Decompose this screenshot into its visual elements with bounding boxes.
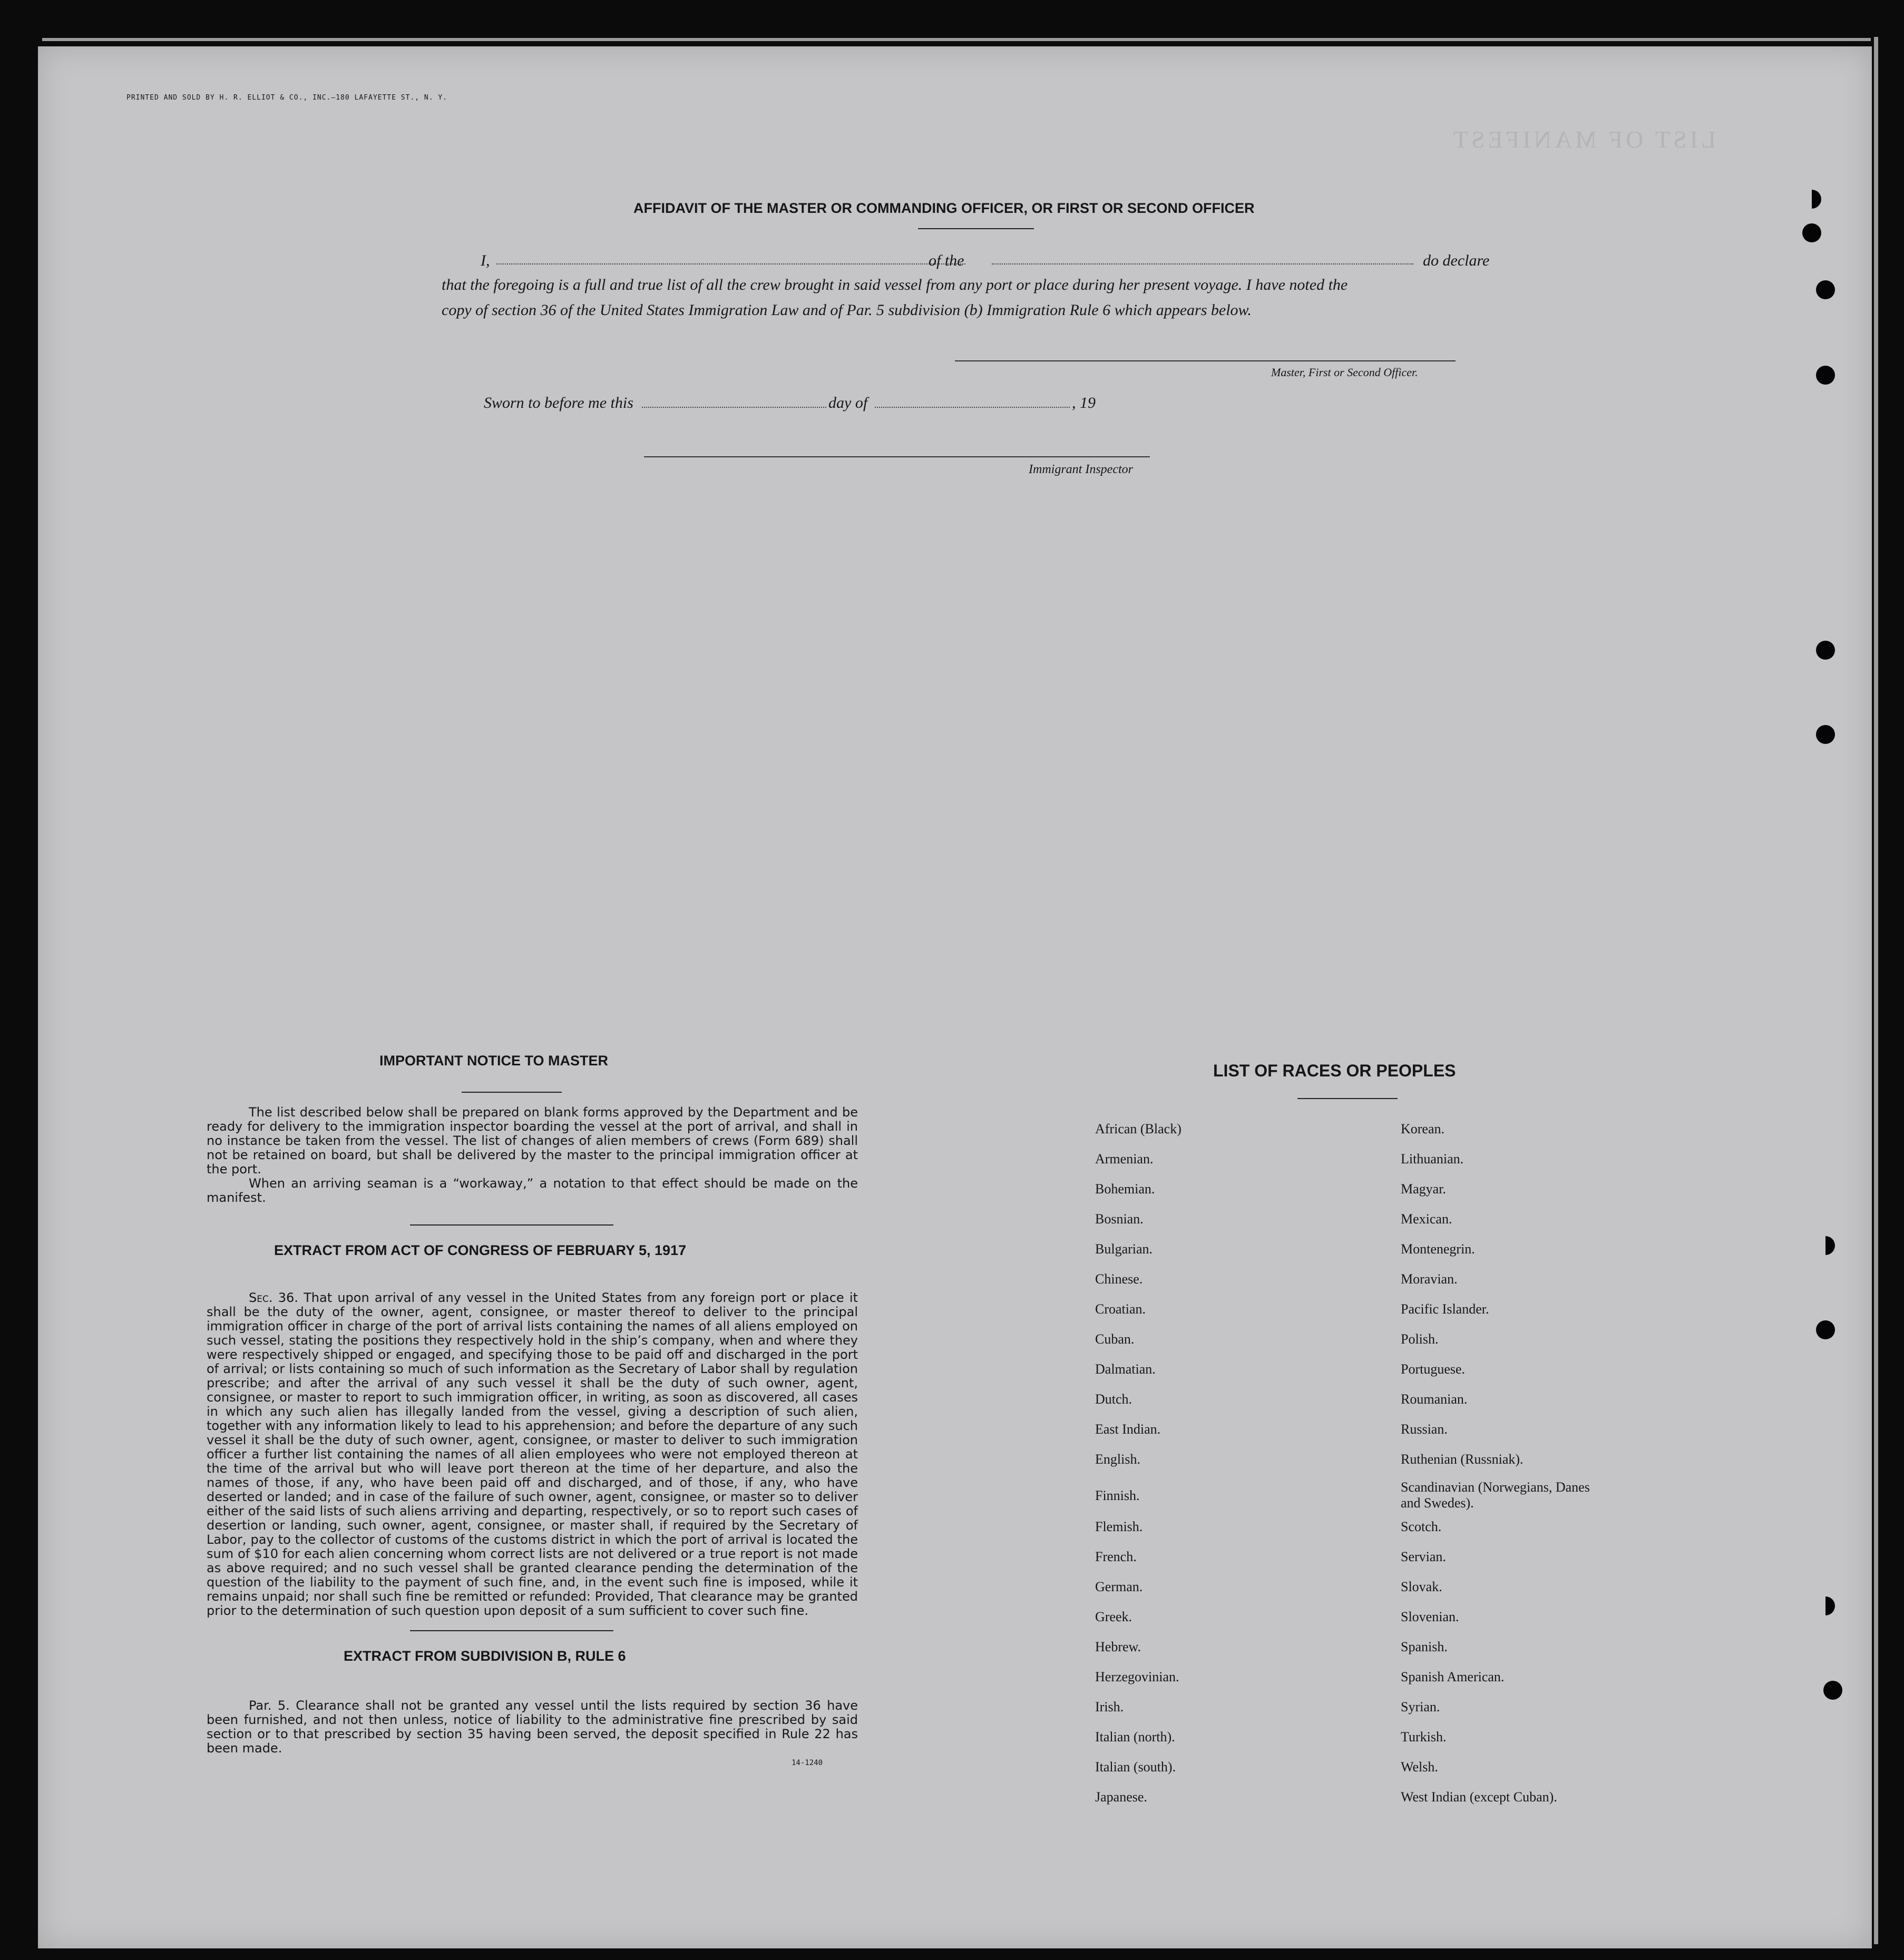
race-entry: Slovenian. xyxy=(1401,1609,1459,1624)
act-body xyxy=(207,1291,858,1618)
master-signature-line[interactable] xyxy=(955,360,1456,361)
race-entry: Dutch. xyxy=(1095,1391,1132,1407)
rule-body xyxy=(207,1699,858,1756)
affidavit-line-3: copy of section 36 of the United States Immigration Law and of Par. 5 subdivision (b) Immigration Rule 6 which appears below. xyxy=(442,301,1252,319)
race-entry: English. xyxy=(1095,1452,1140,1467)
race-entry: Bulgarian. xyxy=(1095,1241,1153,1257)
race-entry: Magyar. xyxy=(1401,1181,1446,1197)
race-entry: Croatian. xyxy=(1095,1301,1146,1317)
race-entry: Scandinavian (Norwegians, Danes and Swedes). xyxy=(1401,1479,1590,1511)
rule-text: Par. 5. Clearance shall not be granted any vessel until the lists required by section 36 have been furnished, and not then unless, notice of liability to the administrative fine prescribed by said section or to that prescribed by section 35 having been served, the deposit specified in Rule 22 has been made. xyxy=(207,1698,858,1756)
act-text: That upon arrival of any vessel in the United States from any foreign port or place it shall be the duty of the owner, agent, consignee, or master thereof to deliver to the principal immigration officer in charge of the port of arrival lists containing the names of all aliens employed on such vessel, stating the positions they respectively hold in the ship’s company, when and where they were respectively shipped or engaged, and specifying those to be paid off and discharged in the port of arrival; or lists containing so much of such information as the Secretary of Labor shall by regulation prescribe; and after the arrival of any such vessel it shall be the duty of such owner, agent, consignee, or master to report to such immigration officer, in writing, as soon as discovered, all cases in which any such alien has illegally landed from the vessel, giving a description of such alien, together with any information likely to lead to his apprehension; and before the departure of any such vessel it shall be the duty of such owner, agent, consignee, or master to deliver to such immigration officer a further list containing the names of all alien employees who were not employed thereon at the time of the arrival but who will leave port thereon at the time of her departure, and also the names of those, if any, who have been paid off and discharged, and of those, if any, who have deserted or landed; and in case of the failure of such owner, agent, consignee, or master so to deliver either of the said lists of such aliens arriving and departing, respectively, or so to report such cases of desertion or landing, such owner, agent, consignee, or master shall, if required by the Secretary of Labor, pay to the collector of customs of the customs district in which the port of arrival is located the sum of $10 for each alien concerning whom correct lists are not delivered or a true report is not made as above required; and no such vessel shall be granted clearance pending the determination of the question of the liability to the payment of such fine, and, in the event such fine is imposed, while it remains unpaid; nor shall such fine be remitted or refunded: Provided, That clearance may be granted prior to the determination of such question upon deposit of a sum sufficient to cover such fine. xyxy=(207,1290,858,1618)
sworn-day-of: day of xyxy=(828,394,868,411)
race-entry: French. xyxy=(1095,1549,1137,1564)
binder-hole xyxy=(1816,366,1835,385)
race-entry: Korean. xyxy=(1401,1121,1445,1136)
race-entry: Portuguese. xyxy=(1401,1361,1466,1377)
race-entry: Japanese. xyxy=(1095,1789,1147,1805)
race-entry: East Indian. xyxy=(1095,1422,1161,1437)
do-declare-label: do declare xyxy=(1423,252,1490,269)
binder-hole xyxy=(1823,1681,1842,1700)
race-entry: Herzegovinian. xyxy=(1095,1669,1179,1684)
notice-para-2: When an arriving seaman is a “workaway,” a notation to that effect should be made on the manifest. xyxy=(207,1176,858,1205)
race-entry: Bohemian. xyxy=(1095,1181,1155,1197)
race-entry: Pacific Islander. xyxy=(1401,1301,1489,1317)
race-entry: Italian (north). xyxy=(1095,1729,1175,1745)
binder-hole xyxy=(1816,1320,1835,1339)
form-number: 14-1240 xyxy=(792,1759,823,1767)
race-entry: Polish. xyxy=(1401,1331,1439,1347)
race-entry: Bosnian. xyxy=(1095,1211,1144,1227)
race-entry: Turkish. xyxy=(1401,1729,1447,1745)
race-entry: Lithuanian. xyxy=(1401,1151,1464,1167)
master-signature-label: Master, First or Second Officer. xyxy=(1271,366,1418,379)
race-entry: Slovak. xyxy=(1401,1579,1442,1594)
name-blank[interactable] xyxy=(496,263,965,264)
race-entry: Spanish American. xyxy=(1401,1669,1505,1684)
binder-hole xyxy=(1802,190,1821,209)
race-entry: African (Black) xyxy=(1095,1121,1182,1136)
binder-hole xyxy=(1816,725,1835,744)
race-entry: German. xyxy=(1095,1579,1143,1594)
binder-hole xyxy=(1816,1236,1835,1255)
section-rule-1 xyxy=(410,1224,613,1226)
sworn-month-blank[interactable] xyxy=(875,407,1070,408)
race-entry: Syrian. xyxy=(1401,1699,1440,1714)
race-entry: Flemish. xyxy=(1095,1519,1143,1534)
sworn-day-blank[interactable] xyxy=(642,407,826,408)
document-sheet xyxy=(38,46,1872,1948)
race-entry: Cuban. xyxy=(1095,1331,1135,1347)
binder-hole xyxy=(1816,280,1835,299)
sworn-year: , 19 xyxy=(1072,394,1096,411)
race-entry: Ruthenian (Russniak). xyxy=(1401,1452,1524,1467)
races-title: LIST OF RACES OR PEOPLES xyxy=(1213,1061,1456,1080)
of-the-label: of the xyxy=(929,252,964,269)
race-entry: Roumanian. xyxy=(1401,1391,1468,1407)
bleed-through: LIST OF MANIFEST xyxy=(1450,126,1716,153)
race-entry: Welsh. xyxy=(1401,1759,1438,1775)
affidavit-title-rule xyxy=(918,228,1034,229)
races-title-rule xyxy=(1297,1098,1398,1099)
race-entry: Chinese. xyxy=(1095,1271,1143,1287)
inspector-signature-line[interactable] xyxy=(644,456,1150,457)
race-entry: Armenian. xyxy=(1095,1151,1154,1167)
sworn-prefix: Sworn to before me this xyxy=(484,394,633,411)
race-entry: Greek. xyxy=(1095,1609,1132,1624)
notice-title-rule xyxy=(462,1092,562,1093)
race-entry: Russian. xyxy=(1401,1422,1448,1437)
rule-title: EXTRACT FROM SUBDIVISION B, RULE 6 xyxy=(344,1648,626,1664)
race-entry: Servian. xyxy=(1401,1549,1446,1564)
binder-hole xyxy=(1816,1596,1835,1615)
notice-title: IMPORTANT NOTICE TO MASTER xyxy=(379,1053,608,1069)
race-entry: Scotch. xyxy=(1401,1519,1442,1534)
race-entry: Spanish. xyxy=(1401,1639,1448,1654)
race-entry: West Indian (except Cuban). xyxy=(1401,1789,1557,1805)
affidavit-line-2: that the foregoing is a full and true list of all the crew brought in said vessel from any port or place during her present voyage. I have noted the xyxy=(442,276,1348,293)
act-title: EXTRACT FROM ACT OF CONGRESS OF FEBRUARY 5, 1917 xyxy=(274,1242,687,1258)
race-entry: Montenegrin. xyxy=(1401,1241,1475,1257)
binder-hole xyxy=(1802,223,1821,242)
race-entry: Hebrew. xyxy=(1095,1639,1141,1654)
race-entry: Italian (south). xyxy=(1095,1759,1176,1775)
printer-line: PRINTED AND SOLD BY H. R. ELLIOT & CO., INC.—180 LAFAYETTE ST., N. Y. xyxy=(126,94,448,102)
inspector-label: Immigrant Inspector xyxy=(1029,463,1133,476)
notice-para-1: The list described below shall be prepared on blank forms approved by the Department and be ready for delivery to the immigration inspector boarding the vessel at the port of arrival, and shall in no instance be taken from the vessel. The list of changes of alien members of crews (Form 689) shall not be retained on board, but shall be delivered by the master to the principal immigration officer at the port. xyxy=(207,1105,858,1177)
vessel-blank[interactable] xyxy=(992,263,1413,264)
binder-hole xyxy=(1816,641,1835,660)
affidavit-title: AFFIDAVIT OF THE MASTER OR COMMANDING OFFICER, OR FIRST OR SECOND OFFICER xyxy=(633,200,1255,216)
notice-body xyxy=(207,1105,858,1205)
race-entry: Finnish. xyxy=(1095,1488,1140,1503)
race-entry: Dalmatian. xyxy=(1095,1361,1156,1377)
race-entry: Irish. xyxy=(1095,1699,1124,1714)
act-sec-label: Sec. 36. xyxy=(249,1290,298,1305)
page-stack-edge-right xyxy=(1874,37,1878,1944)
affidavit-i-label: I, xyxy=(481,252,490,269)
race-entry: Mexican. xyxy=(1401,1211,1452,1227)
race-entry: Moravian. xyxy=(1401,1271,1458,1287)
section-rule-2 xyxy=(410,1630,613,1631)
page-stack-edge-top xyxy=(42,38,1871,41)
